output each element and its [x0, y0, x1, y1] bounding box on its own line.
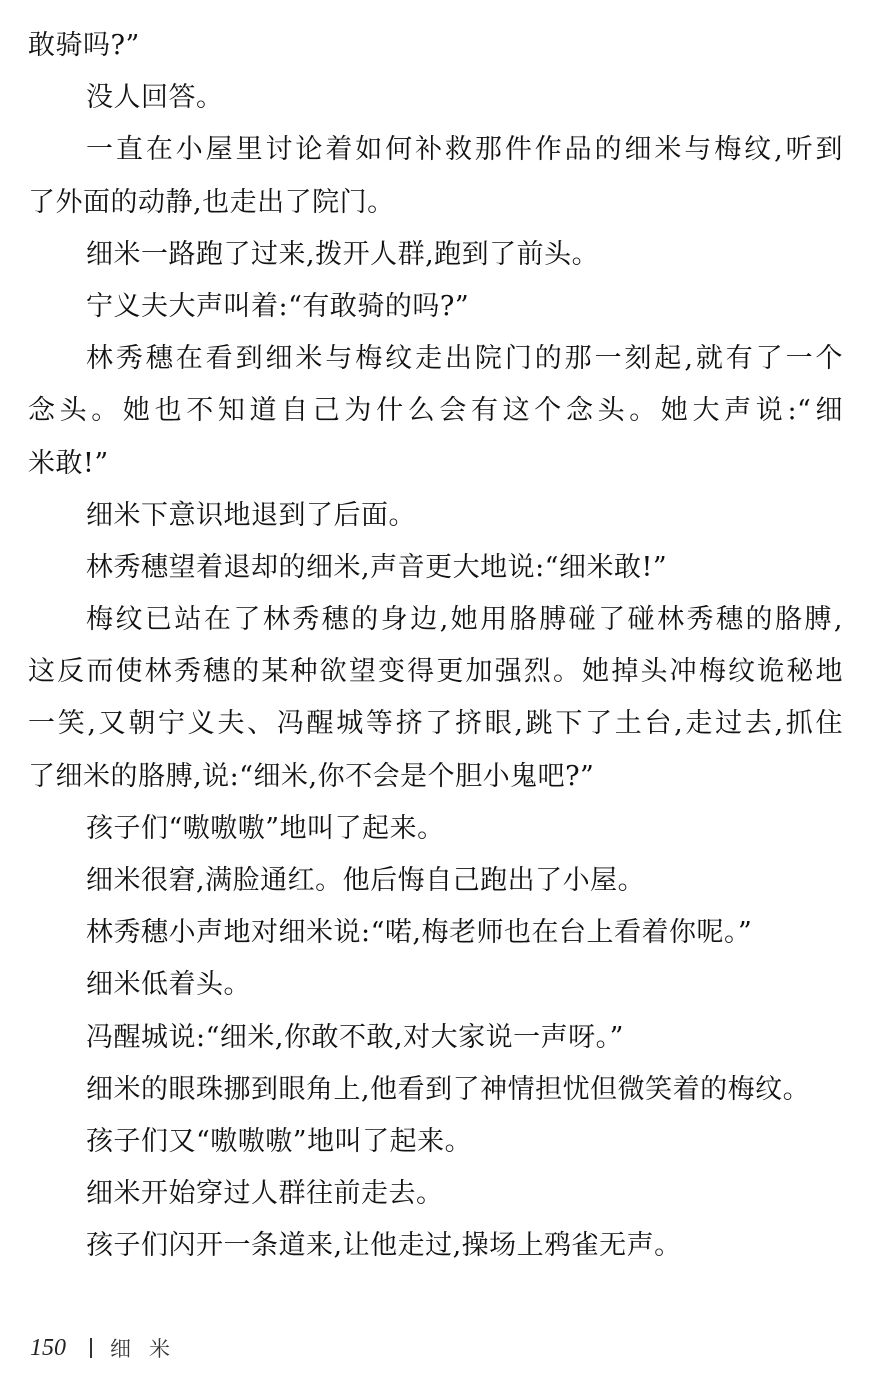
text-line: 细米的眼珠挪到眼角上,他看到了神情担忧但微笑着的梅纹。	[86, 1073, 811, 1105]
text-line: 孩子们“嗷嗷嗷”地叫了起来。	[86, 812, 445, 844]
text-line: 了外面的动静,也走出了院门。	[28, 186, 395, 218]
text-line: 念头。她也不知道自己为什么会有这个念头。她大声说:“细	[28, 395, 843, 427]
text-line: 梅纹已站在了林秀穗的身边,她用胳膊碰了碰林秀穗的胳膊,	[86, 604, 843, 636]
text-line: 一笑,又朝宁义夫、冯醒城等挤了挤眼,跳下了土台,走过去,抓住	[28, 708, 843, 740]
text-line: 细米低着头。	[86, 969, 251, 1001]
text-line: 了细米的胳膊,说:“细米,你不会是个胆小鬼吧?”	[28, 760, 595, 792]
text-line: 细米下意识地退到了后面。	[86, 499, 416, 531]
text-line: 一直在小屋里讨论着如何补救那件作品的细米与梅纹,听到	[86, 134, 843, 166]
footer-separator	[90, 1338, 92, 1358]
text-line: 林秀穗在看到细米与梅纹走出院门的那一刻起,就有了一个	[86, 343, 843, 375]
text-line: 细米开始穿过人群往前走去。	[86, 1178, 444, 1210]
text-line: 没人回答。	[86, 82, 224, 114]
text-line: 林秀穗小声地对细米说:“喏,梅老师也在台上看着你呢。”	[86, 917, 753, 949]
page-body	[28, 20, 843, 1273]
text-line: 孩子们又“嗷嗷嗷”地叫了起来。	[86, 1125, 473, 1157]
text-line: 细米很窘,满脸通红。他后悔自己跑出了小屋。	[86, 865, 646, 896]
text-line: 孩子们闪开一条道来,让他走过,操场上鸦雀无声。	[86, 1230, 682, 1262]
page-footer	[30, 1333, 188, 1363]
text-line: 这反而使林秀穗的某种欲望变得更加强烈。她掉头冲梅纹诡秘地	[28, 656, 843, 688]
text-line: 敢骑吗?”	[28, 30, 140, 61]
book-title: 细米	[110, 1337, 188, 1361]
text-line: 细米一路跑了过来,拨开人群,跑到了前头。	[86, 238, 600, 270]
text-line: 宁义夫大声叫着:“有敢骑的吗?”	[86, 290, 470, 322]
text-line: 林秀穗望着退却的细米,声音更大地说:“细米敢!”	[86, 551, 668, 583]
text-line: 冯醒城说:“细米,你敢不敢,对大家说一声呀。”	[86, 1021, 624, 1053]
page-number: 150	[30, 1334, 66, 1361]
text-line: 米敢!”	[28, 447, 109, 479]
